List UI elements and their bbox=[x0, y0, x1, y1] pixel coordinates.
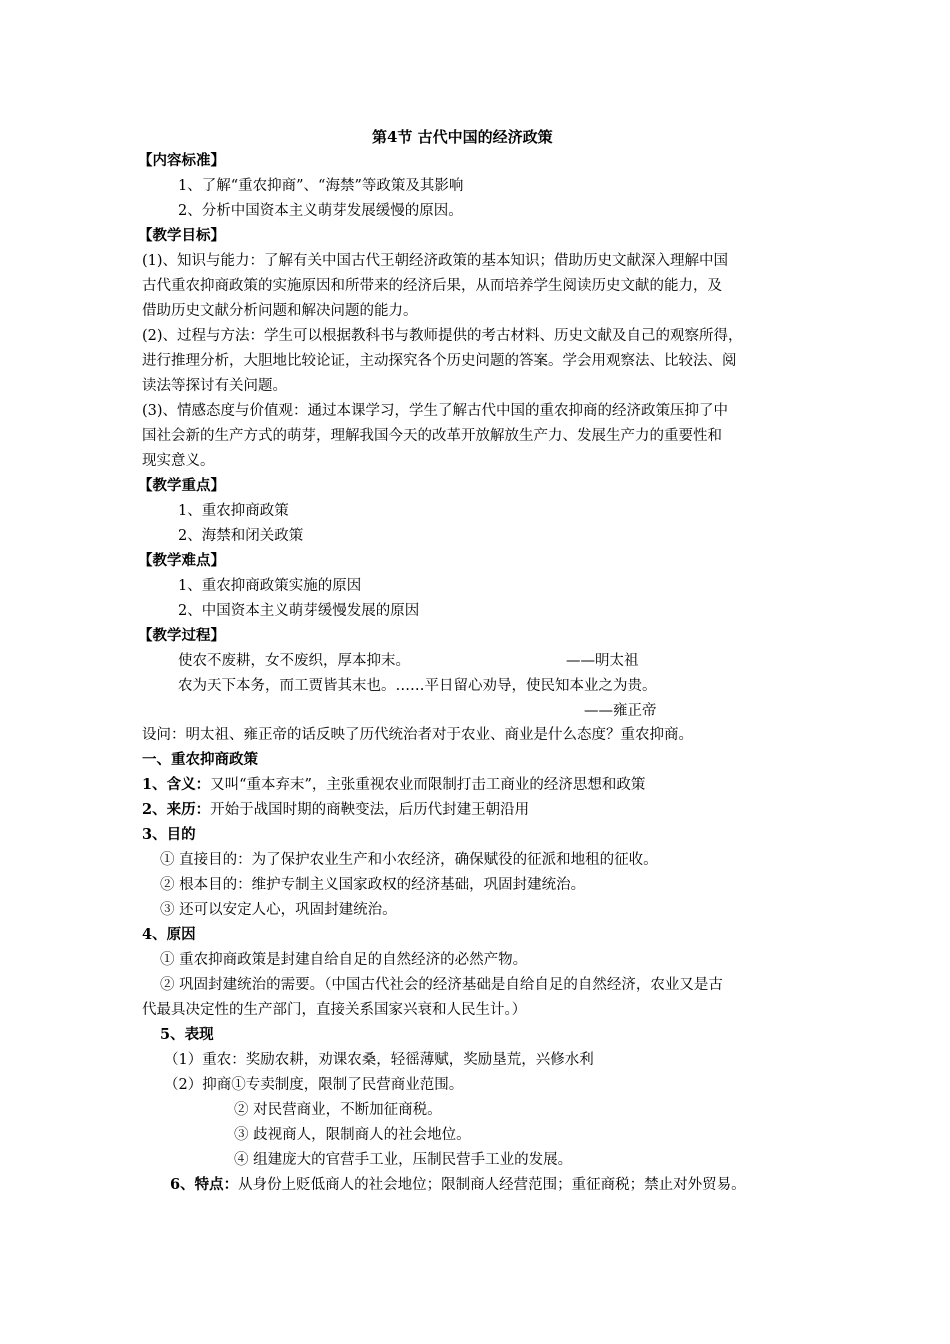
teaching-goals-line: 借助历史文献分析问题和解决问题的能力。 bbox=[142, 303, 418, 319]
teaching-goals-line: 古代重农抑商政策的实施原因和所带来的经济后果，从而培养学生阅读历史文献的能力，及 bbox=[142, 278, 722, 294]
reason-item: ② 巩固封建统治的需要。（中国古代社会的经济基础是自给自足的自然经济，农业又是古 bbox=[160, 977, 723, 993]
content-standard-item: 1、了解“重农抑商”、“海禁”等政策及其影响 bbox=[178, 178, 464, 194]
reason-item: ① 重农抑商政策是封建自给自足的自然经济的必然产物。 bbox=[160, 952, 528, 968]
difficult-point-item: 1、重农抑商政策实施的原因 bbox=[178, 578, 362, 594]
quote-text: 农为天下本务，而工贾皆其末也。……平日留心劝导，使民知本业之为贵。 bbox=[178, 678, 657, 694]
meaning-label: 1、含义： bbox=[142, 776, 211, 793]
section-heading: 一、重农抑商政策 bbox=[142, 751, 258, 768]
key-point-item: 2、海禁和闭关政策 bbox=[178, 528, 304, 544]
teaching-goals-line: 进行推理分析，大胆地比较论证，主动探究各个历史问题的答案。学会用观察法、比较法、阅 bbox=[142, 353, 737, 369]
manifest-item: ④ 组建庞大的官营手工业，压制民营手工业的发展。 bbox=[234, 1152, 573, 1168]
content-standard-item: 2、分析中国资本主义萌芽发展缓慢的原因。 bbox=[178, 203, 463, 219]
quote-text: 使农不废耕，女不废织，厚本抑末。 bbox=[178, 653, 410, 669]
purpose-label: 3、目的 bbox=[142, 826, 196, 843]
manifest-item: ③ 歧视商人，限制商人的社会地位。 bbox=[234, 1127, 471, 1143]
process-heading: 【教学过程】 bbox=[138, 627, 225, 644]
manifest-item: （2）抑商①专卖制度，限制了民营商业范围。 bbox=[164, 1077, 464, 1093]
purpose-item: ② 根本目的：维护专制主义国家政权的经济基础，巩固封建统治。 bbox=[160, 877, 586, 893]
difficult-point-item: 2、中国资本主义萌芽缓慢发展的原因 bbox=[178, 603, 420, 619]
teaching-goals-line: 国社会新的生产方式的萌芽，理解我国今天的改革开放解放生产力、发展生产力的重要性和 bbox=[142, 428, 722, 444]
origin-text: 开始于战国时期的商鞅变法，后历代封建王朝沿用 bbox=[210, 802, 530, 818]
meaning-text: 又叫“重本弃末”，主张重视农业而限制打击工商业的经济思想和政策 bbox=[210, 777, 646, 793]
origin-label: 2、来历： bbox=[142, 801, 211, 818]
reason-item: 代最具决定性的生产部门，直接关系国家兴衰和人民生计。） bbox=[142, 1002, 527, 1018]
feature-line bbox=[170, 1175, 746, 1195]
key-points-heading: 【教学重点】 bbox=[138, 477, 225, 494]
difficult-points-heading: 【教学难点】 bbox=[138, 552, 225, 569]
teaching-goals-line: (3)、情感态度与价值观：通过本课学习，学生了解古代中国的重农抑商的经济政策压抑了中 bbox=[142, 403, 729, 419]
manifest-item: （1）重农：奖励农耕，劝课农桑，轻徭薄赋，奖励垦荒，兴修水利 bbox=[164, 1052, 594, 1068]
meaning-line bbox=[142, 775, 645, 795]
feature-label: 6、特点： bbox=[170, 1176, 239, 1193]
reason-label: 4、原因 bbox=[142, 926, 196, 943]
question-text: 设问：明太祖、雍正帝的话反映了历代统治者对于农业、商业是什么态度？重农抑商。 bbox=[142, 727, 693, 743]
quote-author: ——雍正帝 bbox=[584, 703, 657, 719]
manifest-item: ② 对民营商业，不断加征商税。 bbox=[234, 1102, 442, 1118]
page-title: 第4节 古代中国的经济政策 bbox=[372, 128, 553, 146]
quote-author: ——明太祖 bbox=[566, 653, 639, 669]
purpose-item: ① 直接目的：为了保护农业生产和小农经济，确保赋役的征派和地租的征收。 bbox=[160, 852, 658, 868]
purpose-item: ③ 还可以安定人心，巩固封建统治。 bbox=[160, 902, 397, 918]
key-point-item: 1、重农抑商政策 bbox=[178, 503, 289, 519]
teaching-goals-line: (2)、过程与方法：学生可以根据教科书与教师提供的考古材料、历史文献及自己的观察所得， bbox=[142, 328, 743, 344]
manifest-label: 5、表现 bbox=[160, 1026, 214, 1043]
content-standard-heading: 【内容标准】 bbox=[138, 152, 225, 169]
origin-line bbox=[142, 800, 529, 820]
feature-text: 从身份上贬低商人的社会地位；限制商人经营范围；重征商税；禁止对外贸易。 bbox=[238, 1177, 746, 1193]
teaching-goals-line: (1)、知识与能力：了解有关中国古代王朝经济政策的基本知识；借助历史文献深入理解中国 bbox=[142, 253, 729, 269]
teaching-goals-heading: 【教学目标】 bbox=[138, 227, 225, 244]
teaching-goals-line: 读法等探讨有关问题。 bbox=[142, 378, 287, 394]
teaching-goals-line: 现实意义。 bbox=[142, 453, 215, 469]
